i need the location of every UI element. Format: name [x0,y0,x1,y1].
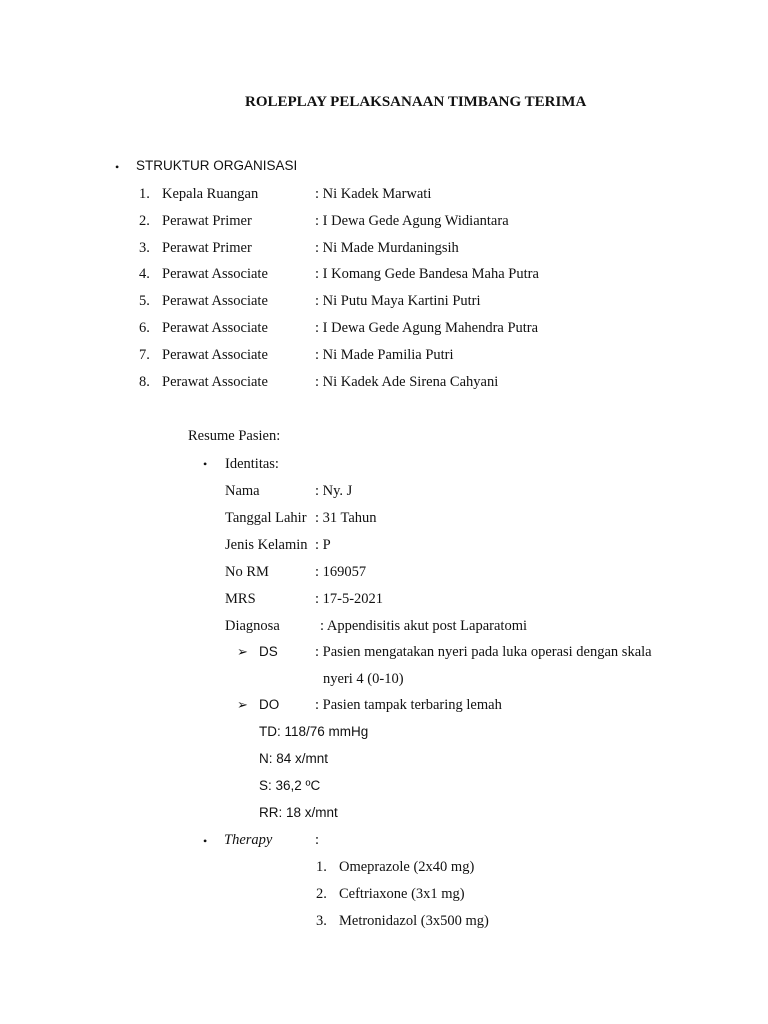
member-name: : I Dewa Gede Agung Mahendra Putra [315,320,539,336]
list-number: 3. [139,240,150,256]
member-name: : Ni Kadek Marwati [315,186,432,202]
therapy-item: Metronidazol (3x500 mg) [339,913,489,929]
bullet-icon: • [115,160,120,174]
field-value: : Ny. J [315,483,353,499]
list-number: 1. [316,859,327,875]
therapy-colon: : [315,832,320,848]
member-name: : I Komang Gede Bandesa Maha Putra [315,266,539,282]
list-number: 2. [139,213,150,229]
field-label: Diagnosa [225,618,280,634]
list-number: 1. [139,186,150,202]
identitas-heading: Identitas: [225,456,279,472]
field-value: : 17-5-2021 [315,591,384,607]
field-label: Tanggal Lahir [225,510,307,526]
therapy-item: Omeprazole (2x40 mg) [339,859,475,875]
do-label: DO [259,697,280,712]
ds-label: DS [259,644,278,659]
field-value: : 169057 [315,564,367,580]
role-label: Perawat Primer [162,213,252,229]
member-name: : Ni Made Pamilia Putri [315,347,454,363]
role-label: Perawat Primer [162,240,252,256]
field-value: : 31 Tahun [315,510,377,526]
role-label: Perawat Associate [162,347,268,363]
vital-td: TD: 118/76 mmHg [259,724,369,739]
list-number: 6. [139,320,150,336]
list-number: 7. [139,347,150,363]
role-label: Kepala Ruangan [162,186,259,202]
ds-value: : Pasien mengatakan nyeri pada luka operasi dengan skala [315,644,652,660]
role-label: Perawat Associate [162,266,268,282]
field-label: Jenis Kelamin [225,537,308,553]
vital-rr: RR: 18 x/mnt [259,805,338,820]
member-name: : Ni Made Murdaningsih [315,240,459,256]
therapy-label: Therapy [224,832,273,848]
list-number: 5. [139,293,150,309]
vital-n: N: 84 x/mnt [259,751,329,766]
list-number: 2. [316,886,327,902]
resume-heading: Resume Pasien: [188,428,281,444]
list-number: 4. [139,266,150,282]
role-label: Perawat Associate [162,293,268,309]
ds-value-continued: nyeri 4 (0-10) [323,671,404,687]
arrow-bullet-icon: ➢ [237,697,248,712]
document-title: ROLEPLAY PELAKSANAAN TIMBANG TERIMA [245,94,587,110]
role-label: Perawat Associate [162,374,268,390]
field-label: No RM [225,564,269,580]
list-number: 3. [316,913,327,929]
bullet-icon: • [203,457,208,471]
do-value: : Pasien tampak terbaring lemah [315,697,502,713]
field-value: : P [315,537,331,553]
list-number: 8. [139,374,150,390]
field-value: : Appendisitis akut post Laparatomi [320,618,528,634]
bullet-icon: • [203,834,208,848]
member-name: : Ni Kadek Ade Sirena Cahyani [315,374,499,390]
field-label: MRS [225,591,256,607]
vital-s: S: 36,2 ºC [259,778,321,793]
therapy-item: Ceftriaxone (3x1 mg) [339,886,465,902]
member-name: : Ni Putu Maya Kartini Putri [315,293,481,309]
arrow-bullet-icon: ➢ [237,644,248,659]
field-label: Nama [225,483,260,499]
role-label: Perawat Associate [162,320,268,336]
member-name: : I Dewa Gede Agung Widiantara [315,213,509,229]
struktur-heading: STRUKTUR ORGANISASI [136,158,298,173]
